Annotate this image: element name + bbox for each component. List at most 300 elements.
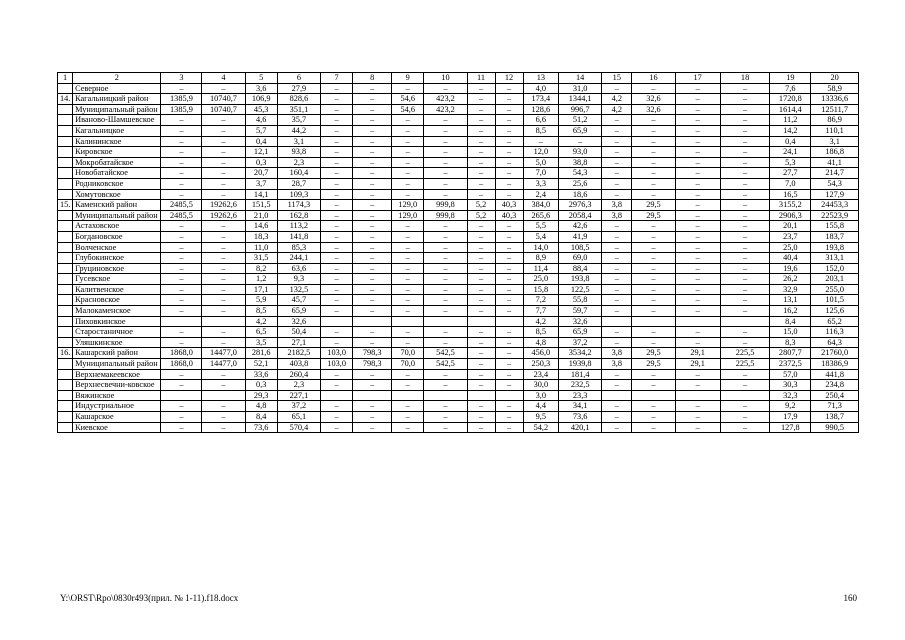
value-cell: 23,4 bbox=[523, 369, 559, 380]
value-cell: 13336,6 bbox=[811, 94, 859, 105]
value-cell: 129,0 bbox=[392, 210, 424, 221]
value-cell: – bbox=[632, 412, 675, 423]
table-row bbox=[58, 136, 859, 147]
row-number-cell: 16. bbox=[58, 348, 73, 359]
table-row bbox=[58, 390, 859, 401]
value-cell: – bbox=[720, 200, 770, 211]
value-cell: – bbox=[467, 83, 495, 94]
value-cell: – bbox=[495, 284, 523, 295]
value-cell: – bbox=[202, 231, 245, 242]
value-cell: 2,3 bbox=[277, 380, 320, 391]
value-cell: – bbox=[602, 380, 632, 391]
row-number-cell bbox=[58, 178, 73, 189]
table-row bbox=[58, 359, 859, 370]
value-cell: 37,2 bbox=[277, 401, 320, 412]
value-cell: 18386,9 bbox=[811, 359, 859, 370]
value-cell: – bbox=[602, 83, 632, 94]
value-cell: 32,6 bbox=[632, 104, 675, 115]
value-cell: – bbox=[353, 157, 392, 168]
value-cell: 5,9 bbox=[245, 295, 277, 306]
value-cell: – bbox=[467, 306, 495, 317]
value-cell: – bbox=[424, 295, 467, 306]
value-cell: 42,6 bbox=[559, 221, 602, 232]
value-cell: – bbox=[720, 104, 770, 115]
value-cell: – bbox=[202, 83, 245, 94]
value-cell: – bbox=[202, 115, 245, 126]
value-cell: – bbox=[675, 125, 720, 136]
value-cell: – bbox=[632, 253, 675, 264]
table-row bbox=[58, 115, 859, 126]
page-number: 160 bbox=[843, 593, 857, 603]
value-cell: – bbox=[602, 221, 632, 232]
column-number-cell: 7 bbox=[320, 73, 352, 84]
column-number-cell: 14 bbox=[559, 73, 602, 84]
table-row bbox=[58, 147, 859, 158]
value-cell: – bbox=[632, 157, 675, 168]
value-cell: – bbox=[353, 200, 392, 211]
value-cell: – bbox=[720, 147, 770, 158]
column-number-cell: 8 bbox=[353, 73, 392, 84]
value-cell bbox=[320, 316, 352, 327]
value-cell: 542,5 bbox=[424, 359, 467, 370]
value-cell: – bbox=[320, 412, 352, 423]
name-cell: Груциновское bbox=[73, 263, 161, 274]
value-cell: 5,0 bbox=[523, 157, 559, 168]
row-number-cell bbox=[58, 327, 73, 338]
value-cell: – bbox=[467, 412, 495, 423]
name-cell: Волченское bbox=[73, 242, 161, 253]
value-cell: 3,1 bbox=[811, 136, 859, 147]
value-cell: 29,5 bbox=[632, 210, 675, 221]
value-cell: – bbox=[467, 168, 495, 179]
value-cell: 52,1 bbox=[245, 359, 277, 370]
value-cell: – bbox=[392, 115, 424, 126]
value-cell: – bbox=[392, 189, 424, 200]
value-cell: 0,4 bbox=[245, 136, 277, 147]
name-cell: Пиховкинское bbox=[73, 316, 161, 327]
value-cell: – bbox=[424, 337, 467, 348]
value-cell: – bbox=[467, 157, 495, 168]
value-cell bbox=[392, 390, 424, 401]
value-cell: – bbox=[675, 115, 720, 126]
row-number-cell bbox=[58, 274, 73, 285]
value-cell: – bbox=[320, 125, 352, 136]
value-cell: – bbox=[632, 422, 675, 433]
table-row bbox=[58, 412, 859, 423]
value-cell: 193,8 bbox=[811, 242, 859, 253]
table-row bbox=[58, 284, 859, 295]
value-cell: 1614,4 bbox=[770, 104, 811, 115]
header-row bbox=[58, 73, 859, 84]
value-cell: – bbox=[495, 337, 523, 348]
value-cell: – bbox=[161, 263, 202, 274]
value-cell: – bbox=[675, 253, 720, 264]
value-cell: 18,6 bbox=[559, 189, 602, 200]
value-cell: 44,2 bbox=[277, 125, 320, 136]
value-cell: – bbox=[202, 401, 245, 412]
value-cell: – bbox=[632, 115, 675, 126]
value-cell: – bbox=[495, 274, 523, 285]
value-cell: – bbox=[675, 83, 720, 94]
value-cell: – bbox=[467, 178, 495, 189]
value-cell: 5,4 bbox=[523, 231, 559, 242]
value-cell: 8,4 bbox=[245, 412, 277, 423]
value-cell: 110,1 bbox=[811, 125, 859, 136]
value-cell: 3,0 bbox=[523, 390, 559, 401]
value-cell: – bbox=[495, 412, 523, 423]
value-cell: 127,8 bbox=[770, 422, 811, 433]
value-cell: 19262,6 bbox=[202, 200, 245, 211]
value-cell: – bbox=[602, 231, 632, 242]
data-table-container bbox=[57, 72, 859, 433]
value-cell: – bbox=[602, 242, 632, 253]
value-cell: – bbox=[424, 327, 467, 338]
name-cell: Кашарское bbox=[73, 412, 161, 423]
value-cell: – bbox=[675, 369, 720, 380]
value-cell: 141,8 bbox=[277, 231, 320, 242]
value-cell: – bbox=[392, 401, 424, 412]
column-number-cell: 5 bbox=[245, 73, 277, 84]
row-number-cell bbox=[58, 242, 73, 253]
value-cell: 65,2 bbox=[811, 316, 859, 327]
value-cell: – bbox=[353, 242, 392, 253]
value-cell: – bbox=[632, 274, 675, 285]
table-row bbox=[58, 104, 859, 115]
value-cell: 64,3 bbox=[811, 337, 859, 348]
value-cell: 3,8 bbox=[602, 348, 632, 359]
value-cell: – bbox=[320, 168, 352, 179]
table-row bbox=[58, 337, 859, 348]
value-cell: 25,0 bbox=[770, 242, 811, 253]
value-cell: 20,7 bbox=[245, 168, 277, 179]
table-row bbox=[58, 380, 859, 391]
name-cell: Муниципальный район bbox=[73, 210, 161, 221]
value-cell: 7,0 bbox=[523, 168, 559, 179]
value-cell: – bbox=[675, 104, 720, 115]
value-cell: – bbox=[161, 274, 202, 285]
value-cell: – bbox=[320, 253, 352, 264]
value-cell: 2058,4 bbox=[559, 210, 602, 221]
value-cell: – bbox=[720, 178, 770, 189]
value-cell: – bbox=[320, 83, 352, 94]
row-number-cell bbox=[58, 306, 73, 317]
value-cell: – bbox=[353, 274, 392, 285]
value-cell bbox=[202, 316, 245, 327]
value-cell: – bbox=[202, 369, 245, 380]
value-cell: – bbox=[424, 83, 467, 94]
value-cell: 51,2 bbox=[559, 115, 602, 126]
value-cell: 29,5 bbox=[632, 359, 675, 370]
value-cell: – bbox=[353, 401, 392, 412]
value-cell: – bbox=[320, 295, 352, 306]
value-cell: 8,5 bbox=[523, 125, 559, 136]
value-cell: 441,8 bbox=[811, 369, 859, 380]
value-cell: 570,4 bbox=[277, 422, 320, 433]
value-cell: 2807,7 bbox=[770, 348, 811, 359]
table-row bbox=[58, 210, 859, 221]
value-cell: 73,6 bbox=[559, 412, 602, 423]
value-cell: 403,8 bbox=[277, 359, 320, 370]
value-cell: – bbox=[467, 327, 495, 338]
value-cell: 29,3 bbox=[245, 390, 277, 401]
value-cell: 24453,3 bbox=[811, 200, 859, 211]
name-cell: Кашарский район bbox=[73, 348, 161, 359]
value-cell: – bbox=[202, 274, 245, 285]
value-cell: – bbox=[632, 125, 675, 136]
value-cell: 27,7 bbox=[770, 168, 811, 179]
row-number-cell bbox=[58, 157, 73, 168]
value-cell: 86,9 bbox=[811, 115, 859, 126]
value-cell: 5,5 bbox=[523, 221, 559, 232]
value-cell: 55,8 bbox=[559, 295, 602, 306]
value-cell: – bbox=[353, 94, 392, 105]
value-cell: 232,5 bbox=[559, 380, 602, 391]
value-cell: 122,5 bbox=[559, 284, 602, 295]
value-cell: 11,2 bbox=[770, 115, 811, 126]
value-cell: – bbox=[467, 422, 495, 433]
value-cell: – bbox=[602, 168, 632, 179]
value-cell: – bbox=[675, 284, 720, 295]
value-cell: 0,3 bbox=[245, 157, 277, 168]
table-row bbox=[58, 178, 859, 189]
value-cell: – bbox=[675, 178, 720, 189]
value-cell: – bbox=[392, 380, 424, 391]
value-cell: 4,2 bbox=[245, 316, 277, 327]
value-cell: – bbox=[467, 147, 495, 158]
value-cell: 186,8 bbox=[811, 147, 859, 158]
value-cell: – bbox=[202, 306, 245, 317]
value-cell: – bbox=[392, 242, 424, 253]
value-cell: 5,2 bbox=[467, 200, 495, 211]
value-cell: – bbox=[202, 136, 245, 147]
value-cell bbox=[720, 316, 770, 327]
value-cell: – bbox=[720, 369, 770, 380]
value-cell: 351,1 bbox=[277, 104, 320, 115]
name-cell: Кировское bbox=[73, 147, 161, 158]
value-cell: – bbox=[495, 221, 523, 232]
value-cell: – bbox=[495, 83, 523, 94]
name-cell: Уляшкинское bbox=[73, 337, 161, 348]
value-cell: 0,3 bbox=[245, 380, 277, 391]
value-cell: – bbox=[320, 115, 352, 126]
table-row bbox=[58, 200, 859, 211]
value-cell: – bbox=[353, 125, 392, 136]
value-cell: – bbox=[675, 337, 720, 348]
value-cell: – bbox=[320, 284, 352, 295]
value-cell: – bbox=[202, 189, 245, 200]
value-cell: – bbox=[720, 253, 770, 264]
value-cell: – bbox=[161, 136, 202, 147]
value-cell: – bbox=[602, 253, 632, 264]
value-cell: – bbox=[320, 242, 352, 253]
value-cell: 155,8 bbox=[811, 221, 859, 232]
value-cell: – bbox=[161, 412, 202, 423]
value-cell: 181,4 bbox=[559, 369, 602, 380]
value-cell: – bbox=[353, 147, 392, 158]
value-cell: 14,1 bbox=[245, 189, 277, 200]
value-cell: 193,8 bbox=[559, 274, 602, 285]
value-cell: 85,3 bbox=[277, 242, 320, 253]
data-table bbox=[57, 72, 859, 433]
value-cell: 203,1 bbox=[811, 274, 859, 285]
value-cell: – bbox=[353, 83, 392, 94]
name-cell: Индустриальное bbox=[73, 401, 161, 412]
value-cell: 8,2 bbox=[245, 263, 277, 274]
value-cell: 20,1 bbox=[770, 221, 811, 232]
value-cell: – bbox=[353, 210, 392, 221]
value-cell: – bbox=[392, 136, 424, 147]
value-cell: – bbox=[675, 412, 720, 423]
value-cell: 6,5 bbox=[245, 327, 277, 338]
value-cell: – bbox=[320, 210, 352, 221]
value-cell: – bbox=[632, 327, 675, 338]
value-cell: 225,5 bbox=[720, 359, 770, 370]
value-cell: – bbox=[720, 189, 770, 200]
value-cell: 45,7 bbox=[277, 295, 320, 306]
value-cell: – bbox=[675, 263, 720, 274]
value-cell: – bbox=[632, 147, 675, 158]
value-cell: – bbox=[467, 274, 495, 285]
value-cell: 108,5 bbox=[559, 242, 602, 253]
value-cell: – bbox=[353, 221, 392, 232]
value-cell: 3155,2 bbox=[770, 200, 811, 211]
value-cell: – bbox=[161, 369, 202, 380]
value-cell: – bbox=[424, 380, 467, 391]
value-cell bbox=[467, 316, 495, 327]
value-cell: – bbox=[675, 295, 720, 306]
value-cell bbox=[602, 316, 632, 327]
value-cell: – bbox=[392, 274, 424, 285]
value-cell: – bbox=[161, 306, 202, 317]
name-cell: Каменский район bbox=[73, 200, 161, 211]
value-cell: – bbox=[720, 263, 770, 274]
value-cell: – bbox=[675, 157, 720, 168]
value-cell: – bbox=[467, 253, 495, 264]
value-cell: – bbox=[320, 274, 352, 285]
value-cell: – bbox=[320, 401, 352, 412]
value-cell: – bbox=[467, 94, 495, 105]
value-cell: – bbox=[632, 284, 675, 295]
name-cell: Астаховское bbox=[73, 221, 161, 232]
value-cell: 3534,2 bbox=[559, 348, 602, 359]
value-cell: – bbox=[353, 231, 392, 242]
value-cell: 265,6 bbox=[523, 210, 559, 221]
value-cell: – bbox=[495, 136, 523, 147]
value-cell: – bbox=[202, 337, 245, 348]
value-cell: – bbox=[495, 178, 523, 189]
column-number-cell: 16 bbox=[632, 73, 675, 84]
name-cell: Муниципальный район bbox=[73, 359, 161, 370]
value-cell: 19262,6 bbox=[202, 210, 245, 221]
value-cell: 2906,3 bbox=[770, 210, 811, 221]
value-cell: 128,6 bbox=[523, 104, 559, 115]
value-cell: 103,0 bbox=[320, 348, 352, 359]
value-cell: – bbox=[353, 380, 392, 391]
value-cell: – bbox=[675, 94, 720, 105]
value-cell: 2976,3 bbox=[559, 200, 602, 211]
value-cell: – bbox=[392, 284, 424, 295]
value-cell: – bbox=[161, 231, 202, 242]
row-number-cell bbox=[58, 253, 73, 264]
value-cell bbox=[675, 390, 720, 401]
value-cell: – bbox=[720, 380, 770, 391]
value-cell: 9,5 bbox=[523, 412, 559, 423]
value-cell: – bbox=[675, 231, 720, 242]
table-row bbox=[58, 242, 859, 253]
value-cell: – bbox=[602, 189, 632, 200]
value-cell: 59,7 bbox=[559, 306, 602, 317]
value-cell: 1,2 bbox=[245, 274, 277, 285]
value-cell: – bbox=[495, 348, 523, 359]
value-cell: – bbox=[720, 125, 770, 136]
value-cell: 2,3 bbox=[277, 157, 320, 168]
value-cell: – bbox=[320, 263, 352, 274]
value-cell bbox=[632, 316, 675, 327]
value-cell: 1385,9 bbox=[161, 104, 202, 115]
value-cell: – bbox=[392, 422, 424, 433]
value-cell: – bbox=[353, 115, 392, 126]
value-cell: – bbox=[392, 253, 424, 264]
value-cell: 3,8 bbox=[602, 359, 632, 370]
value-cell: – bbox=[602, 178, 632, 189]
value-cell: 798,3 bbox=[353, 359, 392, 370]
value-cell: 281,6 bbox=[245, 348, 277, 359]
value-cell: 31,5 bbox=[245, 253, 277, 264]
value-cell: 125,6 bbox=[811, 306, 859, 317]
value-cell: 29,5 bbox=[632, 348, 675, 359]
value-cell: – bbox=[392, 231, 424, 242]
value-cell: 1720,8 bbox=[770, 94, 811, 105]
value-cell: – bbox=[720, 337, 770, 348]
value-cell: 214,7 bbox=[811, 168, 859, 179]
value-cell: – bbox=[632, 231, 675, 242]
value-cell: – bbox=[202, 263, 245, 274]
value-cell: – bbox=[602, 263, 632, 274]
value-cell: – bbox=[424, 242, 467, 253]
value-cell: – bbox=[202, 147, 245, 158]
value-cell: 29,1 bbox=[675, 348, 720, 359]
value-cell: 8,4 bbox=[770, 316, 811, 327]
value-cell: – bbox=[495, 94, 523, 105]
value-cell: – bbox=[202, 327, 245, 338]
table-row bbox=[58, 401, 859, 412]
value-cell: 9,2 bbox=[770, 401, 811, 412]
value-cell: 54,3 bbox=[811, 178, 859, 189]
value-cell: – bbox=[467, 242, 495, 253]
value-cell: 11,0 bbox=[245, 242, 277, 253]
value-cell: – bbox=[320, 327, 352, 338]
value-cell: 38,8 bbox=[559, 157, 602, 168]
value-cell: – bbox=[602, 327, 632, 338]
value-cell: – bbox=[161, 401, 202, 412]
column-number-cell: 18 bbox=[720, 73, 770, 84]
value-cell: – bbox=[320, 147, 352, 158]
value-cell: 29,5 bbox=[632, 200, 675, 211]
value-cell: 384,0 bbox=[523, 200, 559, 211]
value-cell: 151,5 bbox=[245, 200, 277, 211]
value-cell: 999,8 bbox=[424, 210, 467, 221]
value-cell: 41,9 bbox=[559, 231, 602, 242]
value-cell: 260,4 bbox=[277, 369, 320, 380]
value-cell: 65,9 bbox=[277, 306, 320, 317]
value-cell: – bbox=[632, 136, 675, 147]
value-cell: – bbox=[353, 178, 392, 189]
value-cell: – bbox=[720, 401, 770, 412]
value-cell: – bbox=[467, 189, 495, 200]
value-cell: 58,9 bbox=[811, 83, 859, 94]
value-cell: – bbox=[353, 284, 392, 295]
value-cell: – bbox=[495, 369, 523, 380]
